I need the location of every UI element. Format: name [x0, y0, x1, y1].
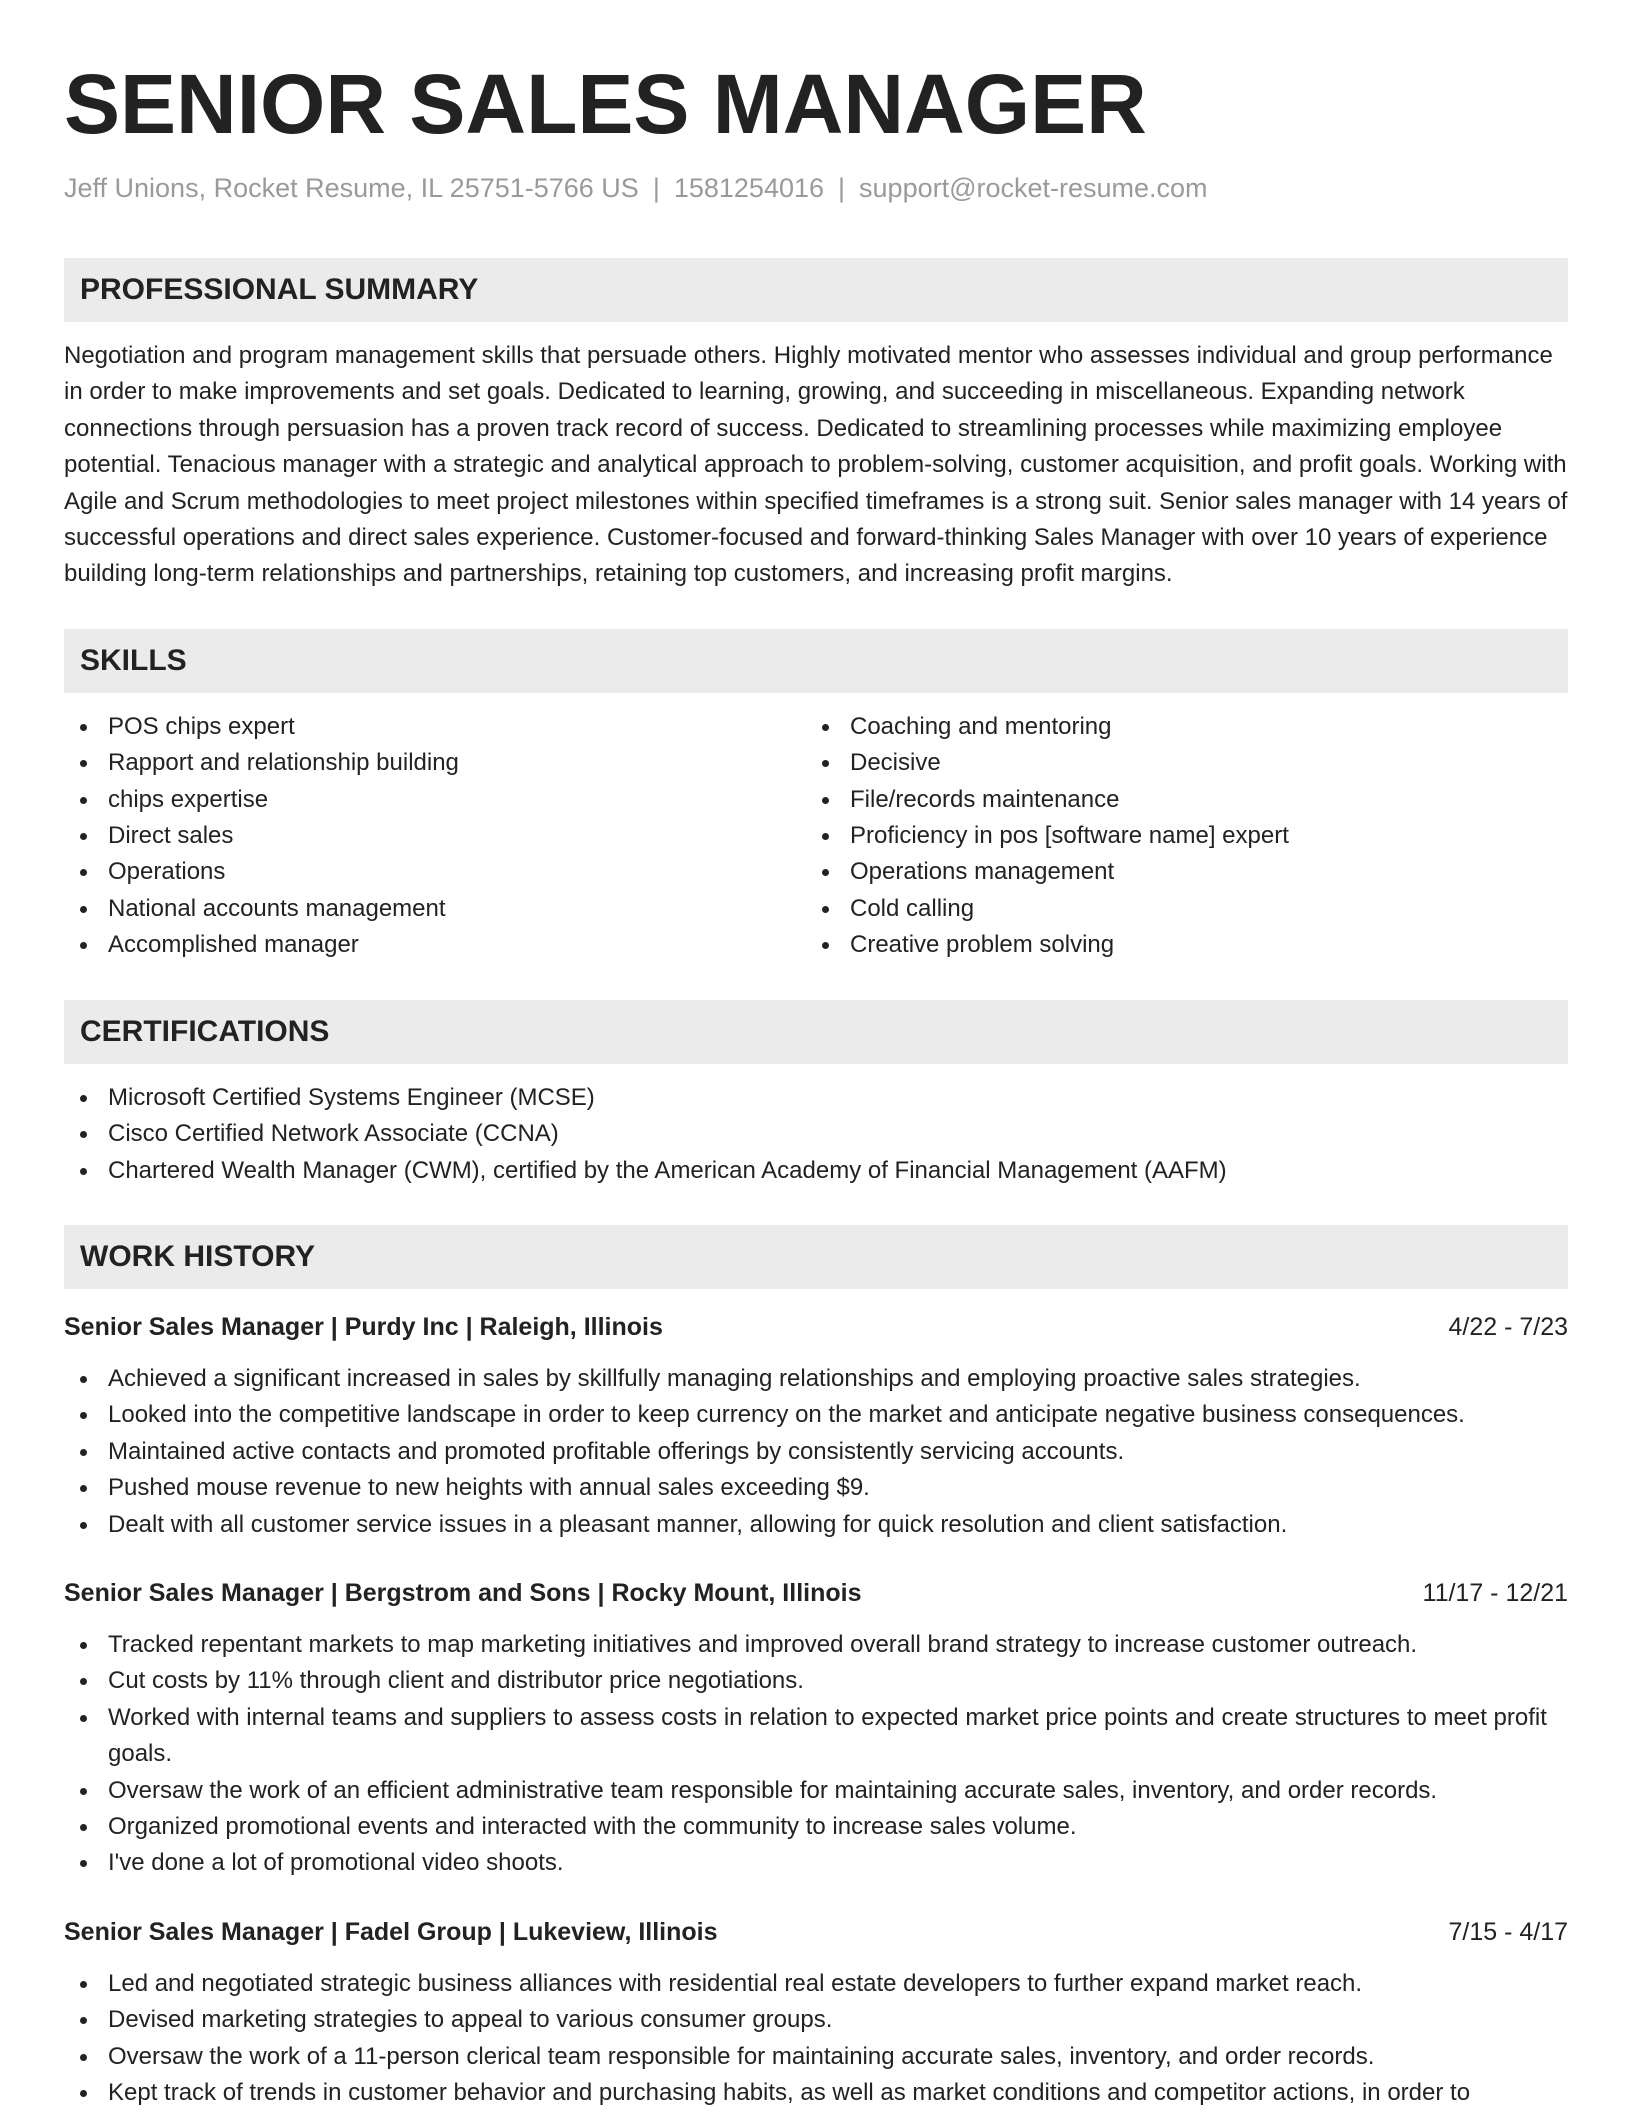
job-bullet: Cut costs by 11% through client and distributor price negotiations.	[64, 1663, 1568, 1699]
skill-item: Operations	[64, 854, 806, 890]
job-bullet: Led and negotiated strategic business alliances with residential real estate developers to further expand market reach.	[64, 1966, 1568, 2002]
skill-item: File/records maintenance	[806, 782, 1548, 818]
job-bullet: Oversaw the work of an efficient administrative team responsible for maintaining accurate sales, inventory, and order records.	[64, 1773, 1568, 1809]
skill-item: National accounts management	[64, 891, 806, 927]
job-bullet: Tracked repentant markets to map marketing initiatives and improved overall brand strategy to increase customer outreach.	[64, 1627, 1568, 1663]
contact-separator: |	[652, 173, 660, 203]
job-bullets	[64, 1966, 1568, 2112]
job-title: Senior Sales Manager | Bergstrom and Sons | Rocky Mount, Illinois	[64, 1578, 862, 1607]
section-heading-work-history: WORK HISTORY	[64, 1225, 1568, 1289]
job-header	[64, 1575, 1568, 1611]
job-header	[64, 1914, 1568, 1950]
contact-address: Jeff Unions, Rocket Resume, IL 25751-5766 US	[64, 173, 639, 203]
job-bullet: Dealt with all customer service issues in a pleasant manner, allowing for quick resolution and client satisfaction.	[64, 1507, 1568, 1543]
job-bullet: Pushed mouse revenue to new heights with annual sales exceeding $9.	[64, 1470, 1568, 1506]
job-header	[64, 1309, 1568, 1345]
job-bullets	[64, 1627, 1568, 1882]
certification-item: Cisco Certified Network Associate (CCNA)	[64, 1116, 1568, 1152]
job-bullets	[64, 1361, 1568, 1543]
skill-item: Creative problem solving	[806, 927, 1548, 963]
job-entry	[64, 1914, 1568, 2112]
section-heading-skills: SKILLS	[64, 629, 1568, 693]
skill-item: Direct sales	[64, 818, 806, 854]
skill-item: chips expertise	[64, 782, 806, 818]
job-bullet: Worked with internal teams and suppliers to assess costs in relation to expected market price points and create structures to meet profit goals.	[64, 1700, 1568, 1773]
skills-list	[64, 709, 1568, 964]
skills-column-left	[64, 709, 806, 964]
certification-item: Microsoft Certified Systems Engineer (MCSE)	[64, 1080, 1568, 1116]
job-dates: 4/22 - 7/23	[1448, 1312, 1568, 1341]
skill-item: Coaching and mentoring	[806, 709, 1548, 745]
skill-item: Accomplished manager	[64, 927, 806, 963]
job-bullet: Devised marketing strategies to appeal to various consumer groups.	[64, 2002, 1568, 2038]
skills-column-right	[806, 709, 1548, 964]
job-title: Senior Sales Manager | Fadel Group | Lukeview, Illinois	[64, 1917, 718, 1946]
contact-line	[64, 168, 1568, 208]
skill-item: POS chips expert	[64, 709, 806, 745]
job-bullet: Maintained active contacts and promoted profitable offerings by consistently servicing accounts.	[64, 1434, 1568, 1470]
section-heading-certifications: CERTIFICATIONS	[64, 1000, 1568, 1064]
certification-item: Chartered Wealth Manager (CWM), certified by the American Academy of Financial Management (AAFM)	[64, 1153, 1568, 1189]
certifications-list	[64, 1080, 1568, 1189]
job-title: Senior Sales Manager | Purdy Inc | Raleigh, Illinois	[64, 1312, 663, 1341]
skill-item: Rapport and relationship building	[64, 745, 806, 781]
job-dates: 11/17 - 12/21	[1422, 1578, 1568, 1607]
job-bullet: Organized promotional events and interacted with the community to increase sales volume.	[64, 1809, 1568, 1845]
contact-phone: 1581254016	[673, 173, 825, 203]
contact-email: support@rocket-resume.com	[859, 173, 1208, 203]
skill-item: Proficiency in pos [software name] expert	[806, 818, 1548, 854]
job-bullet: Looked into the competitive landscape in order to keep currency on the market and anticipate negative business consequences.	[64, 1397, 1568, 1433]
resume-title: SENIOR SALES MANAGER	[64, 57, 1147, 151]
job-bullet: Oversaw the work of a 11-person clerical team responsible for maintaining accurate sales, inventory, and order records.	[64, 2039, 1568, 2075]
job-entry	[64, 1575, 1568, 1882]
job-bullet: Achieved a significant increased in sales by skillfully managing relationships and employing proactive sales strategies.	[64, 1361, 1568, 1397]
contact-separator: |	[838, 173, 846, 203]
skill-item: Decisive	[806, 745, 1548, 781]
section-heading-summary: PROFESSIONAL SUMMARY	[64, 258, 1568, 322]
job-bullet: I've done a lot of promotional video shoots.	[64, 1845, 1568, 1881]
skill-item: Cold calling	[806, 891, 1548, 927]
job-bullet: Kept track of trends in customer behavior and purchasing habits, as well as market conditions and competitor actions, in order to	[64, 2075, 1568, 2111]
job-entry	[64, 1309, 1568, 1543]
skill-item: Operations management	[806, 854, 1548, 890]
summary-text: Negotiation and program management skills that persuade others. Highly motivated mentor who assesses individual and group performance in order to make improvements and set goals. Dedicated to learning, growing, and succeeding in miscellaneous. Expanding network connections through persuasion has a proven track record of success. Dedicated to streamlining processes while maximizing employee potential. Tenacious manager with a strategic and analytical approach to problem-solving, customer acquisition, and profit goals. Working with Agile and Scrum methodologies to meet project milestones within specified timeframes is a strong suit. Senior sales manager with 14 years of successful operations and direct sales experience. Customer-focused and forward-thinking Sales Manager with over 10 years of experience building long-term relationships and partnerships, retaining top customers, and increasing profit margins.	[64, 342, 1568, 588]
job-dates: 7/15 - 4/17	[1448, 1917, 1568, 1946]
